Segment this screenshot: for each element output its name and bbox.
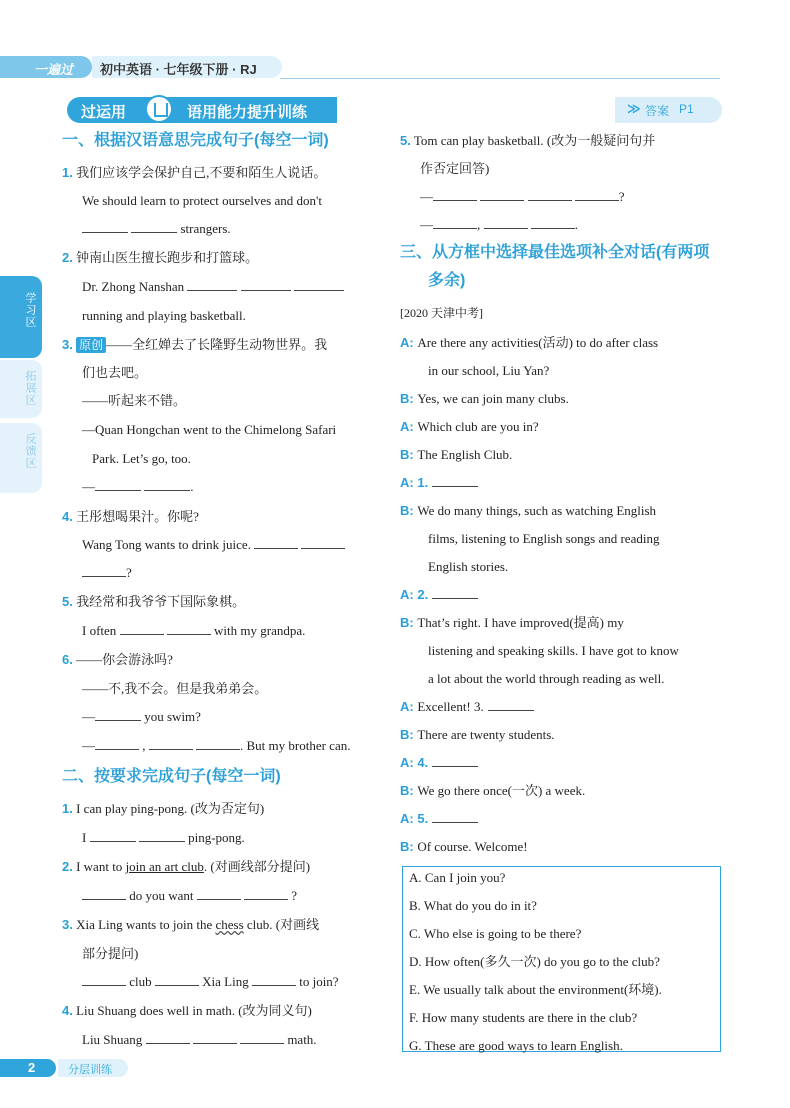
blank[interactable] — [82, 220, 128, 233]
answer-line: Liu Shuang math. — [82, 1032, 317, 1047]
dialog-line — [400, 782, 585, 800]
blank[interactable] — [432, 810, 478, 823]
answer-line: I ping-pong. — [82, 830, 245, 845]
dialog-text: 2. — [417, 587, 429, 602]
blank[interactable] — [301, 536, 345, 549]
speaker-label: B: — [400, 615, 418, 630]
dialog-line — [428, 670, 664, 688]
answer-line: I often with my grandpa. — [82, 623, 306, 638]
dialog-text: 5. — [417, 811, 429, 826]
footer-label-bg — [58, 1059, 128, 1077]
question-cn: ——听起来不错。 — [82, 393, 187, 408]
dialog-text: 1. — [417, 475, 429, 490]
blank[interactable] — [131, 220, 177, 233]
blank[interactable] — [433, 188, 477, 201]
blank[interactable] — [90, 829, 136, 842]
answer-line: — you swim? — [82, 709, 201, 724]
answer-line: Wang Tong wants to drink juice. — [82, 536, 345, 554]
blank[interactable] — [95, 478, 141, 491]
speaker-label: A: — [400, 587, 418, 602]
side-tab-feedback[interactable] — [0, 423, 42, 493]
question-cn: ——不,我不会。但是我弟弟会。 — [82, 681, 268, 696]
speaker-label: B: — [400, 447, 418, 462]
page-number: 2 — [28, 1060, 36, 1075]
speaker-label: A: — [400, 811, 418, 826]
blank[interactable] — [144, 478, 190, 491]
dialog-text: Yes, we can join many clubs. — [417, 391, 569, 406]
answer-label: 答案 — [645, 104, 670, 118]
blank[interactable] — [240, 1031, 284, 1044]
question-english: —Quan Hongchan went to the Chimelong Safari — [82, 422, 337, 437]
question: 5. 我经常和我爷爷下国际象棋。 — [62, 594, 246, 609]
option-item: C. Who else is going to be there? — [409, 926, 582, 941]
dialog-line — [400, 698, 534, 716]
option-item: B. What do you do in it? — [409, 898, 537, 913]
header-divider — [280, 78, 720, 79]
option-item: D. How often(多久一次) do you go to the club? — [409, 954, 660, 969]
speaker-label: A: — [400, 755, 418, 770]
blank[interactable] — [155, 973, 199, 986]
dialog-line — [428, 558, 508, 576]
blank[interactable] — [197, 887, 241, 900]
dialog-text: Are there any activities(活动) to do after class — [417, 335, 659, 350]
blank[interactable] — [120, 622, 164, 635]
dialog-line — [400, 474, 478, 492]
section3-title: 三、从方框中选择最佳选项补全对话(有两项 — [400, 244, 710, 261]
blank[interactable] — [244, 887, 288, 900]
blank[interactable] — [82, 564, 126, 577]
section1-title: 一、根据汉语意思完成句子(每空一词) — [62, 132, 329, 149]
dialog-text: We go there once(一次) a week. — [417, 783, 586, 798]
dialog-text: 4. — [417, 755, 429, 770]
dialog-text: a lot about the world through reading as well. — [428, 671, 665, 686]
side-tab-study[interactable] — [0, 276, 42, 358]
speaker-label: B: — [400, 391, 418, 406]
speaker-label: A: — [400, 699, 418, 714]
blank[interactable] — [254, 536, 298, 549]
speaker-label: A: — [400, 475, 418, 490]
side-tab-label: 学习区 — [24, 292, 36, 328]
dialog-text: The English Club. — [417, 447, 513, 462]
header-strip — [0, 56, 560, 78]
blank[interactable] — [433, 216, 477, 229]
blank[interactable] — [528, 188, 572, 201]
dialog-line — [400, 754, 478, 772]
question: 2. I want to join an art club. (对画线部分提问) — [62, 859, 311, 874]
blank[interactable] — [480, 188, 524, 201]
option-item: G. These are good ways to learn English. — [409, 1038, 623, 1053]
dialog-text: English stories. — [428, 559, 509, 574]
logo-text: 一遍过 — [34, 62, 74, 77]
question-cn: 作否定回答) — [420, 161, 490, 176]
building-icon — [145, 95, 173, 123]
options-box — [402, 866, 721, 1052]
page-number-badge — [0, 1059, 56, 1077]
dialog-text: in our school, Liu Yan? — [428, 363, 550, 378]
question-english: We should learn to protect ourselves and don't — [82, 193, 322, 208]
breadcrumb-text: 初中英语 · 七年级下册 · RJ — [100, 62, 257, 77]
blank[interactable] — [149, 737, 193, 750]
blank[interactable] — [294, 278, 344, 291]
answer-line: — , . — [420, 217, 578, 232]
dialog-line — [400, 446, 512, 464]
question: 3. Xia Ling wants to join the chess club. (对画线 — [62, 917, 320, 932]
dialog-text: There are twenty students. — [417, 727, 555, 742]
side-tab-label: 拓展区 — [24, 370, 36, 406]
answer-line: — . — [82, 479, 194, 494]
speaker-label: A: — [400, 335, 418, 350]
question: 5. Tom can play basketball. (改为一般疑问句并 — [400, 133, 656, 148]
blank[interactable] — [82, 973, 126, 986]
blank[interactable] — [82, 887, 126, 900]
question: 1. 我们应该学会保护自己,不要和陌生人说话。 — [62, 165, 327, 180]
answer-line: Dr. Zhong Nanshan — [82, 278, 344, 296]
source-label: [2020 天津中考] — [400, 306, 483, 320]
section2-title: 二、按要求完成句子(每空一词) — [62, 768, 281, 785]
blank[interactable] — [146, 1031, 190, 1044]
blank[interactable] — [241, 278, 291, 291]
blank[interactable] — [432, 474, 478, 487]
answer-line: strangers. — [82, 220, 231, 238]
side-tab-label: 反馈区 — [24, 433, 36, 469]
question: 4. Liu Shuang does well in math. (改为同义句) — [62, 1003, 312, 1018]
dialog-text: films, listening to English songs and reading — [428, 531, 660, 546]
brand-logo — [0, 56, 92, 78]
speaker-label: B: — [400, 503, 418, 518]
banner-title: 语用能力提升训练 — [187, 104, 308, 121]
answer-line: — , . But my brother can. — [82, 738, 351, 753]
blank[interactable] — [196, 737, 240, 750]
blank[interactable] — [95, 737, 139, 750]
blank[interactable] — [139, 829, 185, 842]
dialog-line — [400, 838, 528, 856]
banner-label: 过运用 — [81, 104, 127, 121]
dialog-text: That’s right. I have improved(提高) my — [417, 615, 624, 630]
blank[interactable] — [488, 698, 534, 711]
dialog-line — [400, 418, 539, 436]
answer-line: do you want ? — [82, 887, 297, 905]
dialog-text: Which club are you in? — [417, 419, 539, 434]
dialog-line — [400, 614, 624, 632]
blank[interactable] — [193, 1031, 237, 1044]
blank[interactable] — [432, 586, 478, 599]
speaker-label: B: — [400, 727, 418, 742]
question: 3. 原创 ——全红婵去了长隆野生动物世界。我 — [62, 337, 328, 352]
question: 4. 王彤想喝果汁。你呢? — [62, 509, 199, 524]
speaker-label: B: — [400, 839, 418, 854]
original-tag: 原创 — [76, 337, 106, 353]
question-english: Park. Let’s go, too. — [92, 451, 191, 466]
answer-link[interactable] — [615, 97, 722, 123]
dialog-line — [400, 334, 658, 352]
option-item: A. Can I join you? — [409, 870, 506, 885]
question-cn: 部分提问) — [82, 946, 139, 961]
dialog-text: We do many things, such as watching English — [417, 503, 657, 518]
question-cn: 们也去吧。 — [82, 365, 148, 380]
side-tab-extend[interactable] — [0, 360, 42, 418]
dialog-line — [400, 502, 656, 520]
blank[interactable] — [531, 216, 575, 229]
dialog-line — [400, 390, 569, 408]
question-english: running and playing basketball. — [82, 308, 246, 323]
blank[interactable] — [484, 216, 528, 229]
question: 6. ——你会游泳吗? — [62, 652, 173, 667]
blank[interactable] — [432, 754, 478, 767]
blank[interactable] — [95, 708, 141, 721]
breadcrumb — [92, 56, 282, 78]
blank[interactable] — [252, 973, 296, 986]
question: 1. I can play ping-pong. (改为否定句) — [62, 801, 265, 816]
section-banner — [67, 97, 722, 123]
section3-title-cont: 多余) — [428, 272, 466, 289]
answer-page: P1 — [679, 102, 694, 116]
dialog-line — [428, 530, 659, 548]
dialog-line — [400, 810, 478, 828]
dialog-text: Of course. Welcome! — [417, 839, 528, 854]
answer-line: ? — [82, 564, 132, 582]
option-item: E. We usually talk about the environment(环境). — [409, 982, 662, 997]
footer — [0, 1059, 140, 1077]
dialog-text: listening and speaking skills. I have got to know — [428, 643, 679, 658]
double-chevron-icon: ≫ — [627, 101, 641, 116]
speaker-label: B: — [400, 783, 418, 798]
dialog-line — [428, 362, 549, 380]
blank[interactable] — [167, 622, 211, 635]
answer-line: club Xia Ling to join? — [82, 973, 339, 991]
answer-line: — ? — [420, 189, 625, 204]
dialog-line — [400, 726, 555, 744]
dialog-text: Excellent! 3. — [417, 699, 484, 714]
blank[interactable] — [187, 278, 237, 291]
dialog-line — [428, 642, 679, 660]
footer-label: 分层训练 — [68, 1064, 112, 1076]
dialog-line — [400, 586, 478, 604]
speaker-label: A: — [400, 419, 418, 434]
option-item: F. How many students are there in the club? — [409, 1010, 638, 1025]
question: 2. 钟南山医生擅长跑步和打篮球。 — [62, 250, 259, 265]
blank[interactable] — [575, 188, 619, 201]
